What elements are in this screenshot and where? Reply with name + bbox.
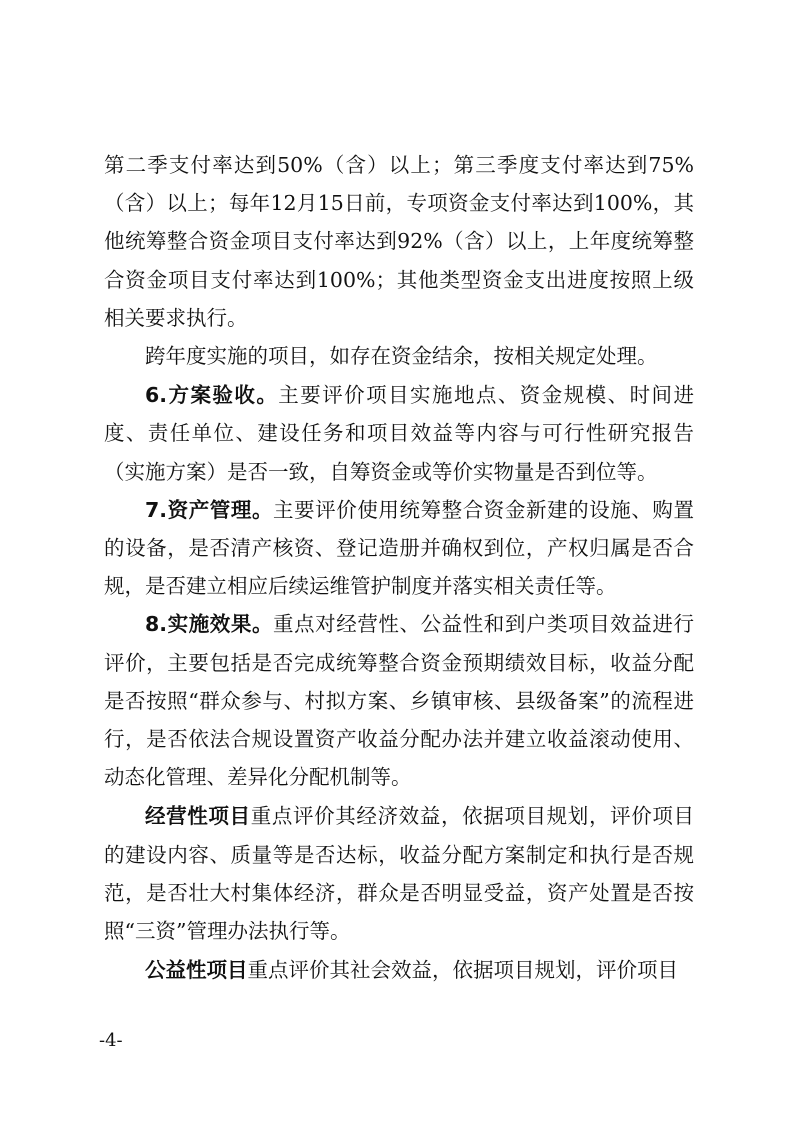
public-welfare-projects-text: 重点评价其社会效益，依据项目规划，评价项目: [247, 958, 678, 983]
document-body: [104, 146, 694, 989]
operational-projects-paragraph: [104, 797, 694, 950]
paragraph-payment-rates: 第二季支付率达到50%（含）以上；第三季度支付率达到75%（含）以上；每年12月15日前，专项资金支付率达到100%，其他统筹整合资金项目支付率达到92%（含）以上，上年度统筹整合资金项目支付率达到100%；其他类型资金支出进度按照上级相关要求执行。: [104, 153, 694, 330]
operational-projects-text: 重点评价其经济效益，依据项目规划，评价项目的建设内容、质量等是否达标，收益分配方案制定和执行是否规范，是否壮大村集体经济，群众是否明显受益，资产处置是否按照“三资”管理办法执行等。: [104, 804, 695, 944]
public-welfare-projects-heading: 公益性项目: [145, 958, 248, 983]
section-7-asset-management: [104, 491, 694, 606]
section-8-text: 重点对经营性、公益性和到户类项目效益进行评价，主要包括是否完成统筹整合资金预期绩效目标，收益分配是否按照“群众参与、村拟方案、乡镇审核、县级备案”的流程进行，是否依法合规设置资产收益分配办法并建立收益滚动使用、动态化管理、差异化分配机制等。: [104, 612, 695, 790]
paragraph-cross-year: 跨年度实施的项目，如存在资金结余，按相关规定处理。: [145, 344, 658, 369]
page-number: -4-: [99, 1030, 123, 1051]
section-6-plan-acceptance: [104, 376, 694, 491]
section-7-text: 主要评价使用统筹整合资金新建的设施、购置的设备，是否清产核资、登记造册并确权到位，产权归属是否合规，是否建立相应后续运维管护制度并落实相关责任等。: [104, 497, 695, 599]
section-8-implementation-effect: [104, 605, 694, 796]
public-welfare-projects-paragraph: [104, 951, 694, 989]
operational-projects-heading: 经营性项目: [145, 804, 251, 829]
section-6-heading: 6.方案验收。: [145, 383, 279, 408]
section-7-heading: 7.资产管理。: [145, 497, 274, 522]
section-6-text: 主要评价项目实施地点、资金规模、时间进度、责任单位、建设任务和项目效益等内容与可行性研究报告（实施方案）是否一致，自筹资金或等价实物量是否到位等。: [104, 383, 694, 484]
section-8-heading: 8.实施效果。: [145, 612, 274, 637]
